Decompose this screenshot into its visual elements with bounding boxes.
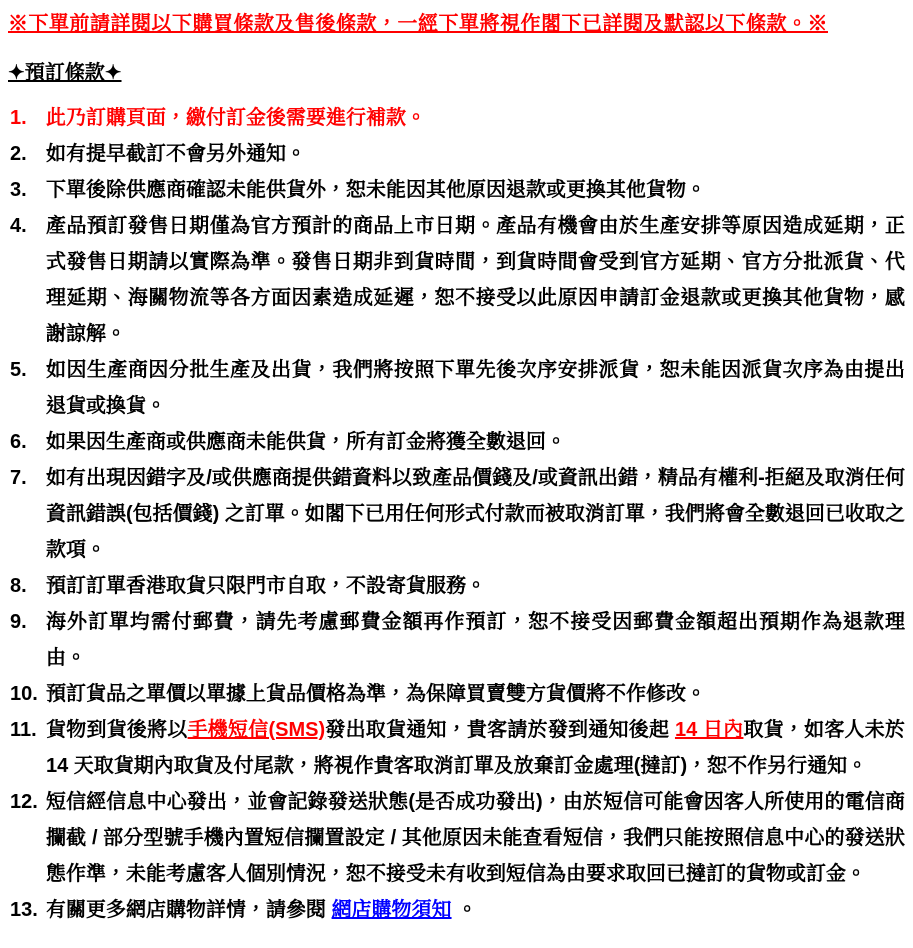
term-text-segment: 取貨，如客人未於 14 天取貨期內取貨及付尾款，將視作貴客取消訂單及放棄訂金處理(撻訂)，恕不作另行通知。	[46, 719, 906, 777]
term-text-segment: 預訂訂單香港取貨只限門市自取，不設寄貨服務。	[46, 575, 486, 597]
term-item-4	[8, 208, 905, 352]
term-text	[46, 791, 905, 885]
term-text	[46, 107, 426, 129]
terms-list	[8, 100, 905, 928]
term-item-8	[8, 568, 905, 604]
term-text-segment: 有關更多網店購物詳情，請參閱	[46, 899, 332, 921]
term-text-segment: 此乃訂購頁面，繳付訂金後需要進行補款。	[46, 107, 426, 129]
term-item-9	[8, 604, 905, 676]
highlighted-text: 手機短信(SMS)	[187, 719, 326, 741]
term-number: 7.	[10, 467, 27, 489]
term-text-segment: 如因生產商因分批生產及出貨，我們將按照下單先後次序安排派貨，恕未能因派貨次序為由提出退貨或換貨。	[46, 359, 905, 417]
term-number: 6.	[10, 431, 27, 453]
term-number: 3.	[10, 179, 27, 201]
term-text-segment: 海外訂單均需付郵費，請先考慮郵費金額再作預訂，恕不接受因郵費金額超出預期作為退款理由。	[46, 611, 905, 669]
term-text-segment: 下單後除供應商確認未能供貨外，恕未能因其他原因退款或更換其他貨物。	[46, 179, 706, 201]
shop-guide-link[interactable]: 網店購物須知	[331, 899, 452, 921]
term-text-segment: 。	[451, 899, 478, 921]
term-number: 1.	[10, 107, 27, 129]
term-item-1	[8, 100, 905, 136]
term-item-5	[8, 352, 905, 424]
term-item-7	[8, 460, 905, 568]
term-item-11	[8, 712, 905, 784]
term-number: 11.	[10, 719, 37, 741]
term-text-segment: 產品預訂發售日期僅為官方預計的商品上市日期。產品有機會由於生產安排等原因造成延期，正式發售日期請以實際為準。發售日期非到貨時間，到貨時間會受到官方延期、官方分批派貨、代理延期、海關物流等各方面因素造成延遲，恕不接受以此原因申請訂金退款或更換其他貨物，感謝諒解。	[46, 215, 905, 345]
term-text-segment: 預訂貨品之單價以單據上貨品價格為準，為保障買賣雙方貨價將不作修改。	[46, 683, 706, 705]
term-text	[46, 575, 486, 597]
highlighted-text: 14 日內	[674, 719, 744, 741]
term-text	[46, 215, 905, 345]
term-text	[46, 611, 905, 669]
term-text	[46, 719, 905, 777]
term-item-6	[8, 424, 905, 460]
term-text-segment: 如果因生產商或供應商未能供貨，所有訂金將獲全數退回。	[46, 431, 566, 453]
term-text	[46, 899, 477, 921]
term-number: 2.	[10, 143, 27, 165]
term-item-12	[8, 784, 905, 892]
term-number: 12.	[10, 791, 38, 813]
term-text	[46, 467, 905, 561]
term-text-segment: 如有提早截訂不會另外通知。	[46, 143, 306, 165]
term-text-segment: 貨物到貨後將以	[46, 719, 188, 741]
term-item-2	[8, 136, 905, 172]
term-text	[46, 359, 905, 417]
term-text-segment: 如有出現因錯字及/或供應商提供錯資料以致產品價錢及/或資訊出錯，精品有權利-拒絕及取消任何資訊錯誤(包括價錢) 之訂單。如閣下已用任何形式付款而被取消訂單，我們將會全數退回已收取之款項。	[46, 467, 905, 561]
term-text	[46, 683, 706, 705]
term-text	[46, 143, 306, 165]
term-text	[46, 179, 706, 201]
term-item-13	[8, 892, 905, 928]
term-number: 13.	[10, 899, 38, 921]
term-text-segment: 短信經信息中心發出，並會記錄發送狀態(是否成功發出)，由於短信可能會因客人所使用的電信商攔截 / 部分型號手機內置短信攔置設定 / 其他原因未能查看短信，我們只能按照信息中心的發送狀態作準，未能考慮客人個別情況，恕不接受未有收到短信為由要求取回已撻訂的貨物或訂金。	[46, 791, 905, 885]
section-heading-preorder-terms: ✦預訂條款✦	[8, 62, 122, 84]
term-item-10	[8, 676, 905, 712]
term-item-3	[8, 172, 905, 208]
term-number: 4.	[10, 215, 27, 237]
page-title: ※下單前請詳閱以下購買條款及售後條款，一經下單將視作閣下已詳閱及默認以下條款。※	[8, 13, 828, 35]
term-text	[46, 431, 566, 453]
term-number: 9.	[10, 611, 27, 633]
term-number: 8.	[10, 575, 27, 597]
term-number: 10.	[10, 683, 38, 705]
term-number: 5.	[10, 359, 27, 381]
term-text-segment: 發出取貨通知，貴客請於發到通知後起	[325, 719, 675, 741]
